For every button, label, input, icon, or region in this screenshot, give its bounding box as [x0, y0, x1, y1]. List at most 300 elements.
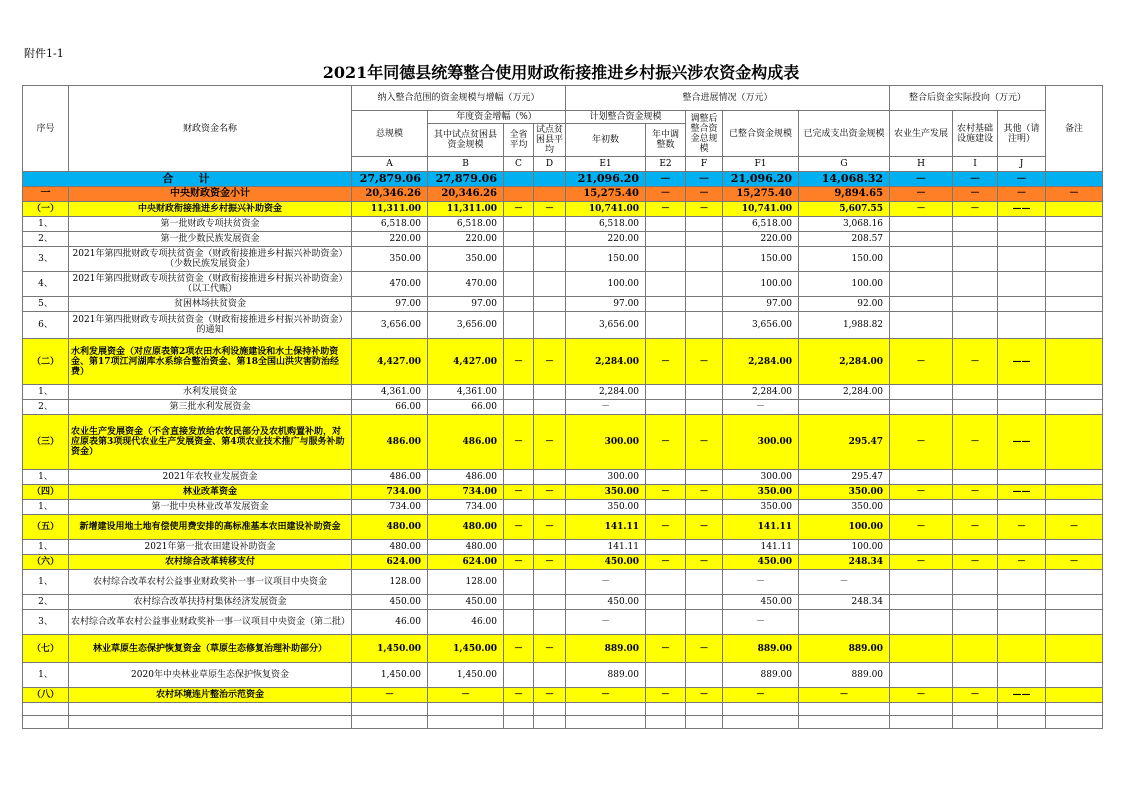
row-cell-c: －: [504, 688, 534, 703]
row-cell-j: [998, 595, 1046, 610]
table-row: [23, 339, 1103, 385]
row-cell-f: [686, 232, 723, 247]
row-cell-d: [534, 703, 566, 716]
row-cell-e2: －: [646, 515, 686, 540]
row-cell-f1: 300.00: [723, 470, 799, 485]
row-cell-e1: －: [566, 400, 646, 415]
row-seq: （三）: [23, 415, 69, 470]
header-plan-scale: 计划整合资金规模: [566, 111, 686, 124]
row-cell-c: [504, 610, 534, 635]
row-cell-e2: －: [646, 415, 686, 470]
row-cell-b: 128.00: [428, 570, 504, 595]
row-cell-b: 1,450.00: [428, 635, 504, 663]
row-cell-d: [534, 595, 566, 610]
letter-e2: E2: [646, 157, 686, 172]
row-cell-j: [998, 570, 1046, 595]
row-cell-f1: 2,284.00: [723, 339, 799, 385]
row-cell-f1: 6,518.00: [723, 217, 799, 232]
row-cell-e1: 350.00: [566, 485, 646, 500]
row-cell-e1: 3,656.00: [566, 312, 646, 339]
row-cell-d: －: [534, 688, 566, 703]
row-cell-k: [1046, 610, 1103, 635]
row-cell-e1: 350.00: [566, 500, 646, 515]
row-cell-a: 734.00: [352, 500, 428, 515]
row-name: 中央财政衔接推进乡村振兴补助资金: [69, 202, 352, 217]
row-seq: 1、: [23, 570, 69, 595]
row-cell-e2: [646, 272, 686, 297]
row-name: 2021年农牧业发展资金: [69, 470, 352, 485]
row-cell-h: －: [890, 485, 953, 500]
header-pilot-avg: 试点贫困县平均: [534, 124, 566, 157]
header-agri-prod: 农业生产发展: [890, 111, 953, 157]
row-seq: [23, 716, 69, 729]
row-cell-h: [890, 540, 953, 555]
row-cell-a: －: [352, 688, 428, 703]
row-cell-j: [998, 663, 1046, 688]
row-cell-e1: 300.00: [566, 415, 646, 470]
row-cell-c: [504, 232, 534, 247]
letter-e1: E1: [566, 157, 646, 172]
row-cell-k: [1046, 247, 1103, 272]
row-cell-d: [534, 716, 566, 729]
row-name: 2021年第四批财政专项扶贫资金（财政衔接推进乡村振兴补助资金）（以工代赈）: [69, 272, 352, 297]
row-cell-f: －: [686, 555, 723, 570]
letter-j: J: [998, 157, 1046, 172]
row-cell-f1: 21,096.20: [723, 172, 799, 187]
row-seq: 1、: [23, 540, 69, 555]
row-cell-b: [428, 716, 504, 729]
row-cell-e1: 450.00: [566, 595, 646, 610]
letter-f1: F1: [723, 157, 799, 172]
row-cell-b: 734.00: [428, 500, 504, 515]
row-cell-h: －: [890, 339, 953, 385]
header-group-e: 整合进展情况（万元）: [566, 86, 890, 111]
row-cell-k: [1046, 312, 1103, 339]
row-cell-a: [352, 716, 428, 729]
row-cell-c: －: [504, 485, 534, 500]
header-group-h: 整合后资金实际投向（万元）: [890, 86, 1046, 111]
row-seq: （六）: [23, 555, 69, 570]
row-cell-h: [890, 500, 953, 515]
row-cell-j: [998, 385, 1046, 400]
row-cell-e1: 141.11: [566, 515, 646, 540]
row-cell-i: [953, 247, 998, 272]
row-cell-e1: 300.00: [566, 470, 646, 485]
row-cell-g: －: [799, 570, 890, 595]
row-cell-e1: －: [566, 610, 646, 635]
row-cell-c: [504, 570, 534, 595]
row-cell-c: －: [504, 555, 534, 570]
letter-i: I: [953, 157, 998, 172]
row-cell-e1: 889.00: [566, 663, 646, 688]
row-cell-h: [890, 272, 953, 297]
table-row: [23, 485, 1103, 500]
row-cell-c: [504, 172, 534, 187]
row-cell-a: 1,450.00: [352, 663, 428, 688]
row-cell-g: 3,068.16: [799, 217, 890, 232]
row-cell-j: ——: [998, 485, 1046, 500]
row-seq: 一: [23, 187, 69, 202]
row-name: 农村综合改革农村公益事业财政奖补一事一议项目中央资金: [69, 570, 352, 595]
row-cell-f1: 100.00: [723, 272, 799, 297]
row-cell-e2: [646, 595, 686, 610]
row-cell-c: [504, 540, 534, 555]
row-name: 林业改革资金: [69, 485, 352, 500]
row-cell-k: [1046, 663, 1103, 688]
row-name: 水利发展资金（对应原表第2项农田水利设施建设和水土保持补助资金、第17项江河湖库水系综合整治资金、第18全国山洪灾害防治经费）: [69, 339, 352, 385]
row-cell-f: [686, 663, 723, 688]
row-cell-e1: 100.00: [566, 272, 646, 297]
table-row: [23, 247, 1103, 272]
row-cell-d: [534, 570, 566, 595]
row-cell-i: [953, 635, 998, 663]
row-cell-i: [953, 232, 998, 247]
row-cell-k: [1046, 232, 1103, 247]
row-cell-k: [1046, 570, 1103, 595]
row-cell-f1: 141.11: [723, 515, 799, 540]
row-cell-g: 9,894.65: [799, 187, 890, 202]
row-cell-f1: 350.00: [723, 500, 799, 515]
row-cell-e2: [646, 500, 686, 515]
table-row: [23, 688, 1103, 703]
row-cell-d: －: [534, 415, 566, 470]
row-cell-f1: －: [723, 400, 799, 415]
row-cell-k: －: [1046, 515, 1103, 540]
row-seq: （五）: [23, 515, 69, 540]
row-cell-f: [686, 385, 723, 400]
letter-b: B: [428, 157, 504, 172]
row-seq: （四）: [23, 485, 69, 500]
row-cell-b: －: [428, 688, 504, 703]
table-row: [23, 415, 1103, 470]
table-row: [23, 312, 1103, 339]
row-cell-j: [998, 297, 1046, 312]
row-name: 第一批少数民族发展资金: [69, 232, 352, 247]
table-row: [23, 716, 1103, 729]
row-cell-g: 1,988.82: [799, 312, 890, 339]
header-other: 其他（请注明）: [998, 111, 1046, 157]
row-cell-j: [998, 500, 1046, 515]
row-cell-h: [890, 635, 953, 663]
row-cell-e1: －: [566, 688, 646, 703]
row-cell-i: [953, 272, 998, 297]
row-cell-e2: －: [646, 172, 686, 187]
row-name: [69, 716, 352, 729]
row-cell-a: 486.00: [352, 415, 428, 470]
row-cell-f: [686, 610, 723, 635]
row-cell-k: [1046, 500, 1103, 515]
row-cell-b: 11,311.00: [428, 202, 504, 217]
row-seq: 1、: [23, 217, 69, 232]
row-seq: 2、: [23, 595, 69, 610]
row-cell-f1: －: [723, 688, 799, 703]
row-cell-d: －: [534, 515, 566, 540]
row-cell-e2: [646, 312, 686, 339]
row-cell-f1: 15,275.40: [723, 187, 799, 202]
row-cell-g: 350.00: [799, 485, 890, 500]
row-cell-f1: －: [723, 610, 799, 635]
row-cell-c: [504, 703, 534, 716]
row-cell-i: －: [953, 415, 998, 470]
table-row: [23, 500, 1103, 515]
row-cell-f1: 10,741.00: [723, 202, 799, 217]
row-cell-k: [1046, 297, 1103, 312]
row-name: 2021年第一批农田建设补助资金: [69, 540, 352, 555]
table-row: [23, 595, 1103, 610]
row-cell-e2: [646, 232, 686, 247]
row-seq: （二）: [23, 339, 69, 385]
row-cell-e2: －: [646, 555, 686, 570]
row-cell-e2: [646, 470, 686, 485]
row-cell-c: [504, 400, 534, 415]
row-cell-f1: 220.00: [723, 232, 799, 247]
header-year-init: 年初数: [566, 124, 646, 157]
row-cell-b: 27,879.06: [428, 172, 504, 187]
row-cell-k: [1046, 272, 1103, 297]
row-cell-f1: 350.00: [723, 485, 799, 500]
row-cell-f: [686, 595, 723, 610]
row-cell-c: [504, 312, 534, 339]
row-cell-h: －: [890, 688, 953, 703]
row-cell-f1: [723, 716, 799, 729]
header-seq: 序号: [23, 86, 69, 172]
row-cell-a: 734.00: [352, 485, 428, 500]
row-cell-e1: －: [566, 570, 646, 595]
row-cell-e2: [646, 247, 686, 272]
row-cell-i: [953, 312, 998, 339]
row-cell-k: [1046, 415, 1103, 470]
row-cell-j: [998, 400, 1046, 415]
row-cell-d: [534, 297, 566, 312]
row-cell-g: 100.00: [799, 515, 890, 540]
row-cell-a: 3,656.00: [352, 312, 428, 339]
row-cell-k: －: [1046, 555, 1103, 570]
row-cell-e1: [566, 703, 646, 716]
header-spent: 已完成支出资金规模: [799, 111, 890, 157]
row-name: 2021年第四批财政专项扶贫资金（财政衔接推进乡村振兴补助资金）（少数民族发展资金）: [69, 247, 352, 272]
row-cell-j: [998, 703, 1046, 716]
row-cell-a: 66.00: [352, 400, 428, 415]
row-cell-j: －: [998, 187, 1046, 202]
row-cell-g: 248.34: [799, 555, 890, 570]
row-name: 水利发展资金: [69, 385, 352, 400]
row-cell-b: 46.00: [428, 610, 504, 635]
row-cell-d: －: [534, 202, 566, 217]
row-cell-c: [504, 385, 534, 400]
row-cell-e2: －: [646, 202, 686, 217]
row-cell-f: [686, 247, 723, 272]
row-cell-i: －: [953, 555, 998, 570]
row-cell-j: [998, 217, 1046, 232]
row-cell-c: －: [504, 515, 534, 540]
row-seq: 4、: [23, 272, 69, 297]
row-cell-j: ——: [998, 688, 1046, 703]
table-row: [23, 272, 1103, 297]
row-cell-d: －: [534, 485, 566, 500]
row-cell-j: ——: [998, 415, 1046, 470]
row-cell-a: 11,311.00: [352, 202, 428, 217]
row-cell-c: －: [504, 339, 534, 385]
row-cell-k: [1046, 202, 1103, 217]
row-seq: 6、: [23, 312, 69, 339]
row-cell-g: 2,284.00: [799, 385, 890, 400]
header-remark: 备注: [1046, 86, 1103, 172]
row-cell-f: －: [686, 688, 723, 703]
table-row: [23, 232, 1103, 247]
row-cell-f: [686, 400, 723, 415]
row-cell-e1: 450.00: [566, 555, 646, 570]
row-cell-c: [504, 663, 534, 688]
header-mid-adjust: 年中调整数: [646, 124, 686, 157]
row-cell-g: 295.47: [799, 470, 890, 485]
header-prov-avg: 全省平均: [504, 124, 534, 157]
row-cell-b: 6,518.00: [428, 217, 504, 232]
row-cell-j: [998, 312, 1046, 339]
row-cell-e2: [646, 703, 686, 716]
row-cell-g: 100.00: [799, 540, 890, 555]
row-cell-c: [504, 297, 534, 312]
row-cell-f1: [723, 703, 799, 716]
row-cell-j: ——: [998, 202, 1046, 217]
row-cell-c: [504, 217, 534, 232]
row-cell-f1: 97.00: [723, 297, 799, 312]
header-rural-infra: 农村基础设施建设: [953, 111, 998, 157]
fund-composition-table: [22, 85, 1103, 729]
row-cell-k: [1046, 485, 1103, 500]
row-cell-j: [998, 635, 1046, 663]
row-cell-c: [504, 500, 534, 515]
row-name: 第一批财政专项扶贫资金: [69, 217, 352, 232]
row-cell-b: 480.00: [428, 540, 504, 555]
table-row: [23, 703, 1103, 716]
row-cell-e1: 21,096.20: [566, 172, 646, 187]
row-cell-h: [890, 595, 953, 610]
row-cell-f1: 2,284.00: [723, 385, 799, 400]
row-name: 农村综合改革转移支付: [69, 555, 352, 570]
row-cell-h: －: [890, 202, 953, 217]
row-name: 林业草原生态保护恢复资金（草原生态修复治理补助部分）: [69, 635, 352, 663]
row-cell-g: [799, 716, 890, 729]
row-cell-j: ——: [998, 339, 1046, 385]
row-cell-c: －: [504, 415, 534, 470]
row-cell-k: [1046, 217, 1103, 232]
row-cell-e2: [646, 297, 686, 312]
row-cell-e2: －: [646, 187, 686, 202]
row-cell-d: [534, 540, 566, 555]
row-cell-e2: [646, 570, 686, 595]
row-name: 新增建设用地土地有偿使用费安排的高标准基本农田建设补助资金: [69, 515, 352, 540]
row-cell-b: 486.00: [428, 470, 504, 485]
row-cell-h: [890, 570, 953, 595]
row-cell-j: [998, 610, 1046, 635]
row-cell-f: －: [686, 187, 723, 202]
row-cell-k: [1046, 635, 1103, 663]
row-cell-a: 450.00: [352, 595, 428, 610]
row-cell-d: [534, 232, 566, 247]
row-cell-e2: [646, 540, 686, 555]
row-cell-d: －: [534, 635, 566, 663]
row-cell-k: [1046, 688, 1103, 703]
row-cell-d: [534, 247, 566, 272]
table-row: [23, 400, 1103, 415]
row-cell-k: [1046, 470, 1103, 485]
table-row: [23, 570, 1103, 595]
row-cell-f: [686, 217, 723, 232]
row-cell-b: 97.00: [428, 297, 504, 312]
row-cell-e1: 6,518.00: [566, 217, 646, 232]
row-cell-h: [890, 703, 953, 716]
row-cell-e2: －: [646, 635, 686, 663]
row-cell-k: [1046, 172, 1103, 187]
row-cell-f1: 300.00: [723, 415, 799, 470]
row-cell-a: 1,450.00: [352, 635, 428, 663]
row-cell-b: 734.00: [428, 485, 504, 500]
row-cell-k: [1046, 339, 1103, 385]
row-cell-i: [953, 610, 998, 635]
row-cell-f1: －: [723, 570, 799, 595]
row-cell-c: [504, 187, 534, 202]
row-cell-f: －: [686, 172, 723, 187]
row-cell-j: [998, 716, 1046, 729]
row-cell-e2: [646, 663, 686, 688]
row-seq: 1、: [23, 470, 69, 485]
row-cell-k: －: [1046, 187, 1103, 202]
row-cell-b: 66.00: [428, 400, 504, 415]
row-cell-b: 486.00: [428, 415, 504, 470]
row-cell-k: [1046, 400, 1103, 415]
row-cell-g: 295.47: [799, 415, 890, 470]
row-cell-a: 97.00: [352, 297, 428, 312]
row-cell-g: 14,068.32: [799, 172, 890, 187]
row-cell-d: [534, 400, 566, 415]
row-cell-b: 3,656.00: [428, 312, 504, 339]
row-cell-e1: 220.00: [566, 232, 646, 247]
row-cell-f: －: [686, 415, 723, 470]
row-cell-e2: －: [646, 688, 686, 703]
header-pilot-scale: 其中试点贫困县资金规模: [428, 124, 504, 157]
row-cell-e2: [646, 610, 686, 635]
table-row: [23, 202, 1103, 217]
row-cell-a: 6,518.00: [352, 217, 428, 232]
row-cell-h: －: [890, 515, 953, 540]
row-cell-h: [890, 610, 953, 635]
row-cell-j: －: [998, 172, 1046, 187]
row-cell-c: [504, 272, 534, 297]
row-cell-e2: －: [646, 339, 686, 385]
row-cell-b: 20,346.26: [428, 187, 504, 202]
table-row: [23, 172, 1103, 187]
row-seq: 2、: [23, 400, 69, 415]
row-cell-b: 470.00: [428, 272, 504, 297]
row-cell-g: 150.00: [799, 247, 890, 272]
row-cell-k: [1046, 703, 1103, 716]
row-cell-a: 27,879.06: [352, 172, 428, 187]
row-cell-e2: [646, 716, 686, 729]
row-cell-d: －: [534, 339, 566, 385]
row-cell-f1: 889.00: [723, 635, 799, 663]
row-cell-e1: 141.11: [566, 540, 646, 555]
row-name: 中央财政资金小计: [69, 187, 352, 202]
row-name: 贫困林场扶贫资金: [69, 297, 352, 312]
header-integrated: 已整合资金规模: [723, 111, 799, 157]
row-cell-h: －: [890, 415, 953, 470]
row-cell-d: [534, 217, 566, 232]
row-cell-h: [890, 312, 953, 339]
row-cell-g: 100.00: [799, 272, 890, 297]
row-cell-e1: 2,284.00: [566, 385, 646, 400]
row-cell-f: －: [686, 202, 723, 217]
letter-g: G: [799, 157, 890, 172]
